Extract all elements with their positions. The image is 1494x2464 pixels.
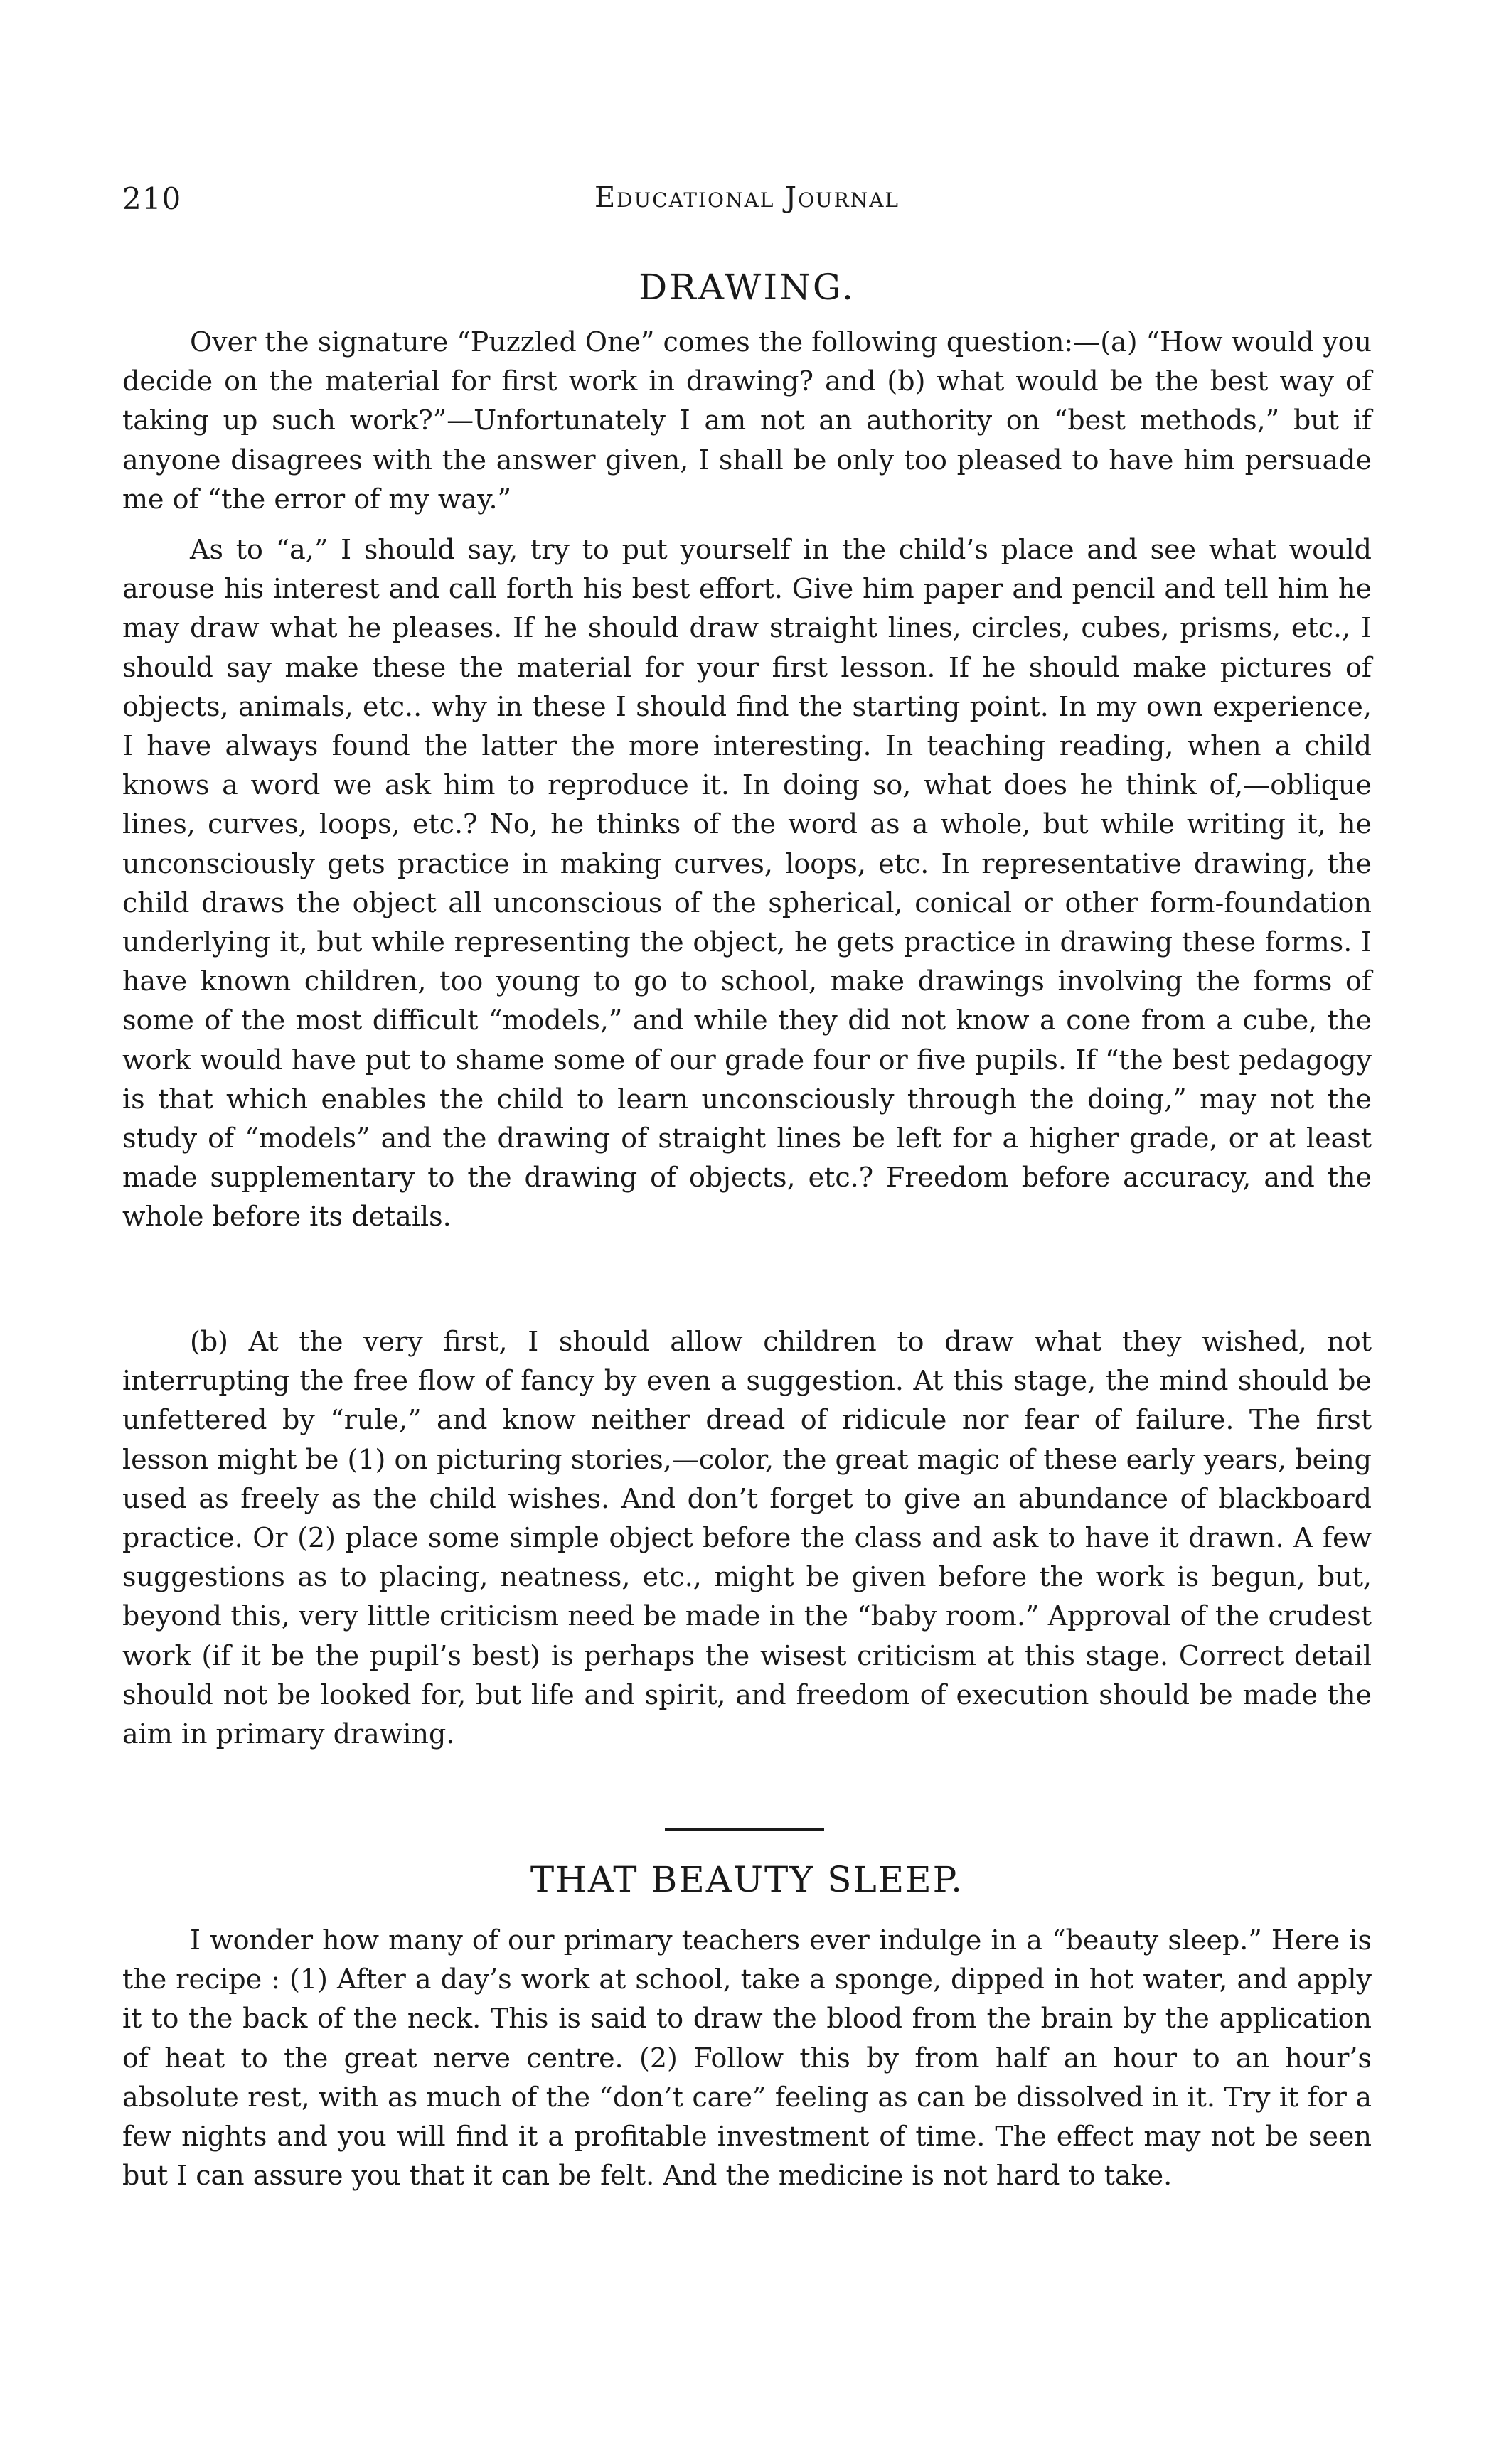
- paragraph: (b) At the very first, I should allow children to draw what they wished, not interrupting the free flow of fancy by even a suggestion. At this stage, the mind should be unfettered by “rule,” and know neither dread of ridicule nor fear of failure. The first lesson might be (1) on picturing stories,—color, the great magic of these early years, being used as freely as the child wishes. And don’t forget to give an abundance of blackboard practice. Or (2) place some simple object before the class and ask to have it drawn. A few suggestions as to placing, neatness, etc., might be given before the work is begun, but, beyond this, very little criticism need be made in the “baby room.” Approval of the crudest work (if it be the pupil’s best) is perhaps the wisest criticism at this stage. Correct detail should not be looked for, but life and spirit, and freedom of execution should be made the aim in primary drawing.: [122, 1326, 1372, 1750]
- paragraph: I wonder how many of our primary teachers ever indulge in a “beauty sleep.” Here is the recipe : (1) After a day’s work at school, take a sponge, dipped in hot water, and apply it to the back of the neck. This is said to draw the blood from the brain by the application of heat to the great nerve centre. (2) Follow this by from half an hour to an hour’s absolute rest, with as much of the “don’t care” feeling as can be dissolved in it. Try it for a few nights and you will find it a profitable investment of time. The effect may not be seen but I can assure you that it can be felt. And the medicine is not hard to take.: [122, 1924, 1372, 2192]
- page-header: [122, 181, 1372, 224]
- paragraph: As to “a,” I should say, try to put yourself in the child’s place and see what would arouse his interest and call forth his best effort. Give him paper and pencil and tell him he may draw what he pleases. If he should draw straight lines, circles, cubes, prisms, etc., I should say make these the material for your first lesson. If he should make pictures of objects, animals, etc.. why in these I should find the starting point. In my own experience, I have always found the latter the more interesting. In teaching reading, when a child knows a word we ask him to reproduce it. In doing so, what does he think of,—oblique lines, curves, loops, etc.? No, he thinks of the word as a whole, but while writing it, he unconsciously gets practice in making curves, loops, etc. In representative drawing, the child draws the object all unconscious of the spherical, conical or other form-foundation underlying it, but while representing the object, he gets practice in drawing these forms. I have known children, too young to go to school, make drawings involving the forms of some of the most difficult “models,” and while they did not know a cone from a cube, the work would have put to shame some of our grade four or five pupils. If “the best pedagogy is that which enables the child to learn unconsciously through the doing,” may not the study of “models” and the drawing of straight lines be left for a higher grade, or at least made supplementary to the drawing of objects, etc.? Freedom before accuracy, and the whole before its details.: [122, 534, 1372, 1233]
- running-head: Educational Journal: [594, 181, 900, 214]
- section-title-beauty-sleep: THAT BEAUTY SLEEP.: [530, 1859, 964, 1900]
- paragraph: Over the signature “Puzzled One” comes the following question:—(a) “How would you decide on the material for first work in drawing? and (b) what would be the best way of taking up such work?”—Unfortunately I am not an authority on “best methods,” but if anyone disagrees with the answer given, I shall be only too pleased to have him persuade me of “the error of my way.”: [122, 326, 1372, 515]
- page-number: 210: [122, 181, 182, 216]
- section-divider: [665, 1828, 824, 1831]
- section-title-drawing: DRAWING.: [639, 267, 855, 308]
